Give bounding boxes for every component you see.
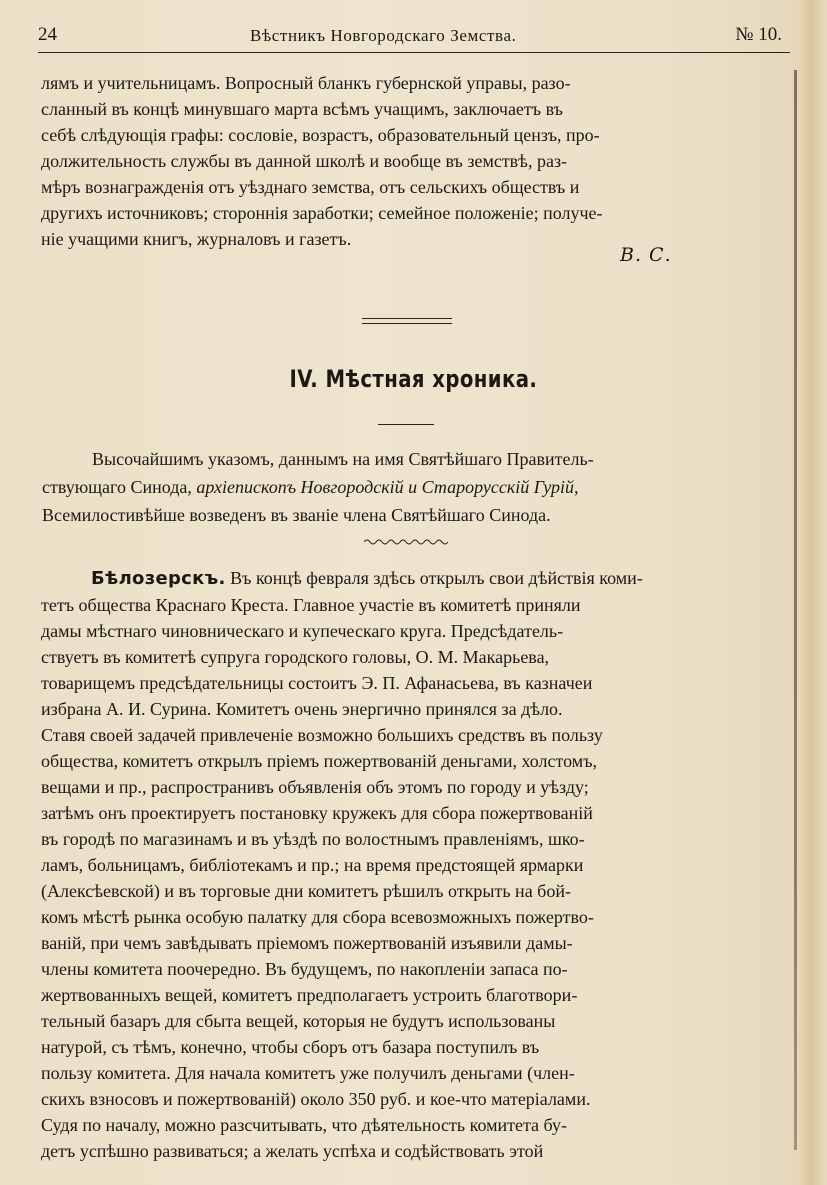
text-line: детъ успѣшно развиваться; а желать успѣха и содѣйствовать этой — [41, 1141, 544, 1161]
place-name: Бѣлозерскъ. — [91, 568, 226, 589]
text-line: въ городѣ по магазинамъ и въ уѣздѣ по волостнымъ правленіямъ, шко- — [41, 829, 585, 849]
text-line — [42, 473, 784, 501]
text-line: ніе учащими книгъ, журналовъ и газетъ. — [41, 229, 352, 249]
text-line: Судя по началу, можно разсчитывать, что дѣятельность комитета бу- — [41, 1115, 568, 1135]
page-number: 24 — [38, 24, 57, 45]
running-header — [38, 20, 790, 53]
text-line: Высочайшимъ указомъ, даннымъ на имя Святѣйшаго Правитель- — [92, 449, 594, 469]
text-line: избрана А. И. Сурина. Комитетъ очень энергично принялся за дѣло. — [41, 699, 563, 719]
text-line: комъ мѣстѣ рынка особую палатку для сбора всевозможныхъ пожертво- — [41, 907, 594, 927]
text-line: Всемилостивѣйше возведенъ въ званіе члена Святѣйшаго Синода. — [42, 505, 551, 525]
author-signature: В. С. — [620, 244, 672, 266]
text-line: пользу комитета. Для начала комитетъ уже получилъ деньгами (член- — [41, 1063, 575, 1083]
synod-announcement — [42, 445, 784, 529]
text-line: мѣръ вознагражденія отъ уѣзднаго земства, отъ сельскихъ обществъ и — [41, 177, 580, 197]
text-line: общества, комитетъ открылъ пріемъ пожертвованій деньгами, холстомъ, — [41, 751, 597, 771]
text-line: другихъ источниковъ; стороннія заработки; семейное положеніе; получе- — [41, 203, 603, 223]
text-line: сланный въ концѣ минувшаго марта всѣмъ учащимъ, заключаетъ въ — [41, 99, 563, 119]
text-line — [41, 565, 786, 592]
text-fragment: Въ концѣ февраля здѣсь открылъ свои дѣйствія коми- — [225, 568, 643, 588]
issue-number: № 10. — [735, 24, 782, 45]
archbishop-title: архіепископъ Новгородскій и Старорусскій Гурій, — [196, 477, 579, 497]
text-line: вещами и пр., распространивъ объявленія объ этомъ по городу и уѣзду; — [41, 777, 589, 797]
text-line: ваній, при чемъ завѣдывать пріемомъ пожертвованій изъявили дамы- — [41, 933, 573, 953]
page-edge-shadow — [799, 0, 827, 1185]
text-line: лямъ и учительницамъ. Вопросный бланкъ губернской управы, разо- — [41, 73, 571, 93]
continued-paragraph — [41, 70, 786, 252]
text-line: дамы мѣстнаго чиновническаго и купеческаго круга. Предсѣдатель- — [41, 621, 564, 641]
text-line: должительность службы въ данной школѣ и вообще въ земствѣ, раз- — [41, 151, 568, 171]
text-line: члены комитета поочередно. Въ будущемъ, по накопленіи запаса по- — [41, 959, 568, 979]
section-heading: IV. Мѣстная хроника. — [289, 365, 538, 393]
text-line: ствуетъ въ комитетѣ супруга городского головы, О. М. Макарьева, — [41, 647, 550, 667]
binding-edge-line — [794, 70, 797, 1150]
text-line: тельный базаръ для сбыта вещей, которыя не будутъ использованы — [41, 1011, 556, 1031]
text-fragment: ствующаго Синода, — [42, 477, 197, 497]
text-line: натурой, съ тѣмъ, конечно, чтобы сборъ отъ базара поступилъ въ — [41, 1037, 540, 1057]
text-line: товарищемъ предсѣдательницы состоитъ Э. П. Афанасьева, въ казначеи — [41, 673, 593, 693]
text-line: скихъ взносовъ и пожертвованій) около 350 руб. и кое-что матеріалами. — [41, 1089, 591, 1109]
section-divider — [362, 318, 452, 324]
journal-title: Вѣстникъ Новгородскаго Земства. — [250, 26, 517, 45]
text-line: Ставя своей задачей привлеченіе возможно большихъ средствъ въ пользу — [41, 725, 603, 745]
text-line: затѣмъ онъ проектируетъ постановку кружекъ для сбора пожертвованій — [41, 803, 593, 823]
text-line: (Алексѣевской) и въ торговые дни комитетъ рѣшилъ открыть на бой- — [41, 881, 571, 901]
wave-ornament — [364, 538, 448, 546]
text-line: жертвованныхъ вещей, комитетъ предполагаетъ устроить благотвори- — [41, 985, 578, 1005]
text-line: тетъ общества Краснаго Креста. Главное участіе въ комитетѣ приняли — [41, 595, 581, 615]
text-line: ламъ, больницамъ, библіотекамъ и пр.; на время предстоящей ярмарки — [41, 855, 584, 875]
chronicle-paragraph — [41, 565, 786, 1164]
text-line: себѣ слѣдующія графы: сословіе, возрастъ, образовательный цензъ, про- — [41, 125, 600, 145]
heading-rule — [378, 424, 434, 425]
